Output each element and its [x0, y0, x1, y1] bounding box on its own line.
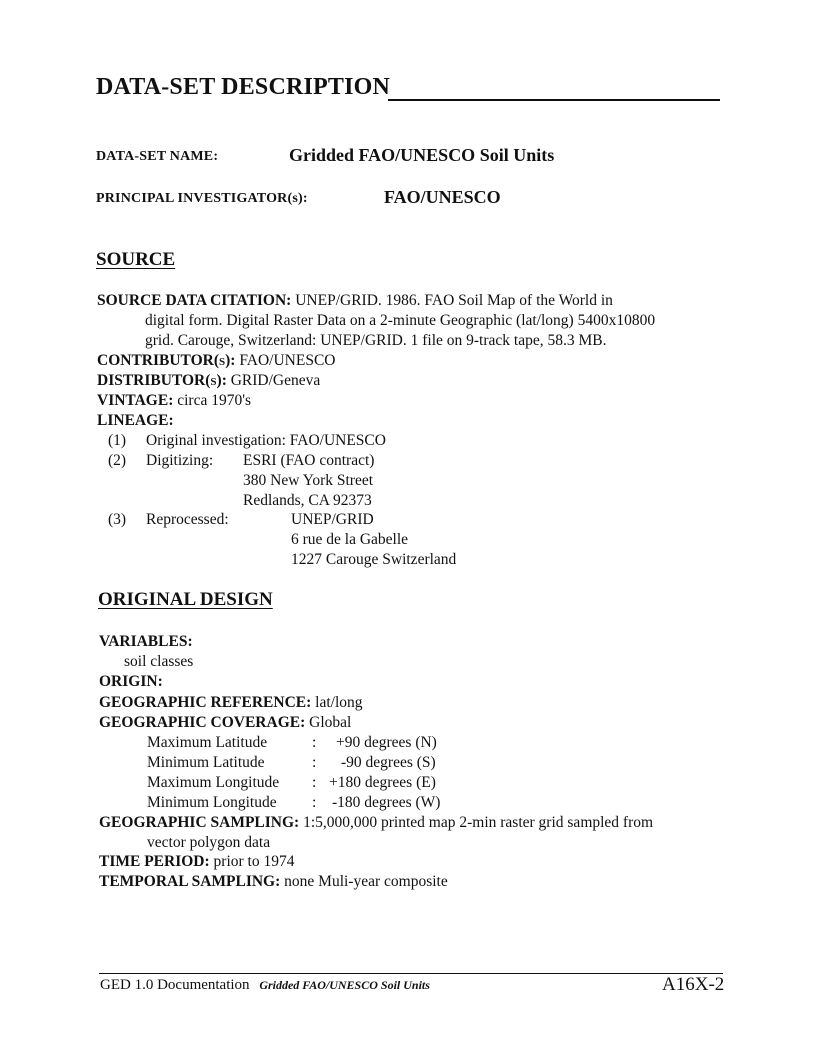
- temporal-row: [99, 872, 448, 892]
- geosamp-value-2: vector polygon data: [147, 834, 271, 851]
- coverage-colon-1: :: [312, 734, 317, 751]
- pi-value: FAO/UNESCO: [384, 187, 501, 207]
- lineage-2-num: (2): [108, 452, 127, 469]
- temporal-label: TEMPORAL SAMPLING:: [99, 873, 281, 890]
- contributor-row: [97, 351, 336, 371]
- variables-value: soil classes: [124, 653, 194, 670]
- lineage-3-label: Reprocessed:: [146, 511, 229, 528]
- lineage-label: [97, 411, 174, 431]
- coverage-name-2: Minimum Latitude: [147, 754, 265, 771]
- contributor-label: CONTRIBUTOR(s):: [97, 352, 236, 369]
- citation-line-1: [97, 291, 613, 311]
- lineage-3-line-1: UNEP/GRID: [291, 511, 374, 528]
- vintage-label: VINTAGE:: [97, 392, 174, 409]
- lineage-3-line-2: 6 rue de la Gabelle: [291, 531, 409, 548]
- citation-text-1: UNEP/GRID. 1986. FAO Soil Map of the World in: [295, 292, 613, 309]
- vintage-row: [97, 391, 251, 411]
- distributor-label: DISTRIBUTOR(s):: [97, 372, 227, 389]
- georef-row: [99, 693, 363, 713]
- footer-dataset-italic: Gridded FAO/UNESCO Soil Units: [259, 978, 430, 992]
- geosamp-label: GEOGRAPHIC SAMPLING:: [99, 814, 300, 831]
- variables-label: [99, 632, 193, 652]
- temporal-value: none Muli-year composite: [284, 873, 448, 890]
- page-title: DATA-SET DESCRIPTION: [96, 74, 391, 100]
- citation-label: SOURCE DATA CITATION:: [97, 292, 292, 309]
- footer-left: [100, 977, 430, 994]
- lineage-2-line-1: ESRI (FAO contract): [243, 452, 375, 469]
- georef-value: lat/long: [315, 694, 363, 711]
- variables-label-text: VARIABLES:: [99, 633, 193, 650]
- lineage-label-text: LINEAGE:: [97, 412, 174, 429]
- timeperiod-row: [99, 852, 294, 872]
- lineage-3-line-3: 1227 Carouge Switzerland: [291, 551, 457, 568]
- title-rule: [388, 99, 720, 101]
- contributor-value: FAO/UNESCO: [239, 352, 336, 369]
- source-heading: SOURCE: [96, 249, 176, 270]
- lineage-1-text: Original investigation: FAO/UNESCO: [146, 432, 386, 449]
- coverage-colon-2: :: [312, 754, 317, 771]
- citation-text-2: digital form. Digital Raster Data on a 2-minute Geographic (lat/long) 5400x10800: [145, 312, 656, 329]
- design-heading: ORIGINAL DESIGN: [98, 589, 273, 610]
- coverage-value-1: +90 degrees (N): [336, 734, 437, 751]
- georef-label: GEOGRAPHIC REFERENCE:: [99, 694, 312, 711]
- page-number: A16X-2: [662, 974, 725, 995]
- coverage-colon-4: :: [312, 794, 317, 811]
- origin-label-text: ORIGIN:: [99, 673, 163, 690]
- vintage-value: circa 1970's: [177, 392, 252, 409]
- citation-text-3: grid. Carouge, Switzerland: UNEP/GRID. 1 file on 9-track tape, 58.3 MB.: [145, 332, 607, 349]
- coverage-name-4: Minimum Longitude: [147, 794, 277, 811]
- geosamp-value-1: 1:5,000,000 printed map 2-min raster grid sampled from: [303, 814, 654, 831]
- geosamp-row: [99, 813, 653, 833]
- lineage-2-label: Digitizing:: [146, 452, 214, 469]
- coverage-name-1: Maximum Latitude: [147, 734, 268, 751]
- coverage-name-3: Maximum Longitude: [147, 774, 280, 791]
- distributor-value: GRID/Geneva: [230, 372, 321, 389]
- lineage-2-line-2: 380 New York Street: [243, 472, 374, 489]
- coverage-value-4: -180 degrees (W): [332, 794, 441, 811]
- coverage-value-3: +180 degrees (E): [329, 774, 436, 791]
- dataset-name-value: Gridded FAO/UNESCO Soil Units: [289, 145, 555, 165]
- geocov-row: [99, 713, 351, 733]
- coverage-value-2: -90 degrees (S): [341, 754, 436, 771]
- timeperiod-value: prior to 1974: [213, 853, 295, 870]
- lineage-3-num: (3): [108, 511, 127, 528]
- timeperiod-label: TIME PERIOD:: [99, 853, 210, 870]
- geocov-value: Global: [309, 714, 352, 731]
- pi-label: PRINCIPAL INVESTIGATOR(s):: [96, 191, 308, 206]
- footer-rule: [99, 973, 723, 974]
- distributor-row: [97, 371, 320, 391]
- dataset-name-label: DATA-SET NAME:: [96, 149, 219, 164]
- lineage-2-line-3: Redlands, CA 92373: [243, 492, 372, 509]
- origin-label: [99, 672, 163, 692]
- footer-doc-label: GED 1.0 Documentation: [100, 977, 250, 993]
- lineage-1-num: (1): [108, 432, 127, 449]
- geocov-label: GEOGRAPHIC COVERAGE:: [99, 714, 306, 731]
- coverage-colon-3: :: [312, 774, 317, 791]
